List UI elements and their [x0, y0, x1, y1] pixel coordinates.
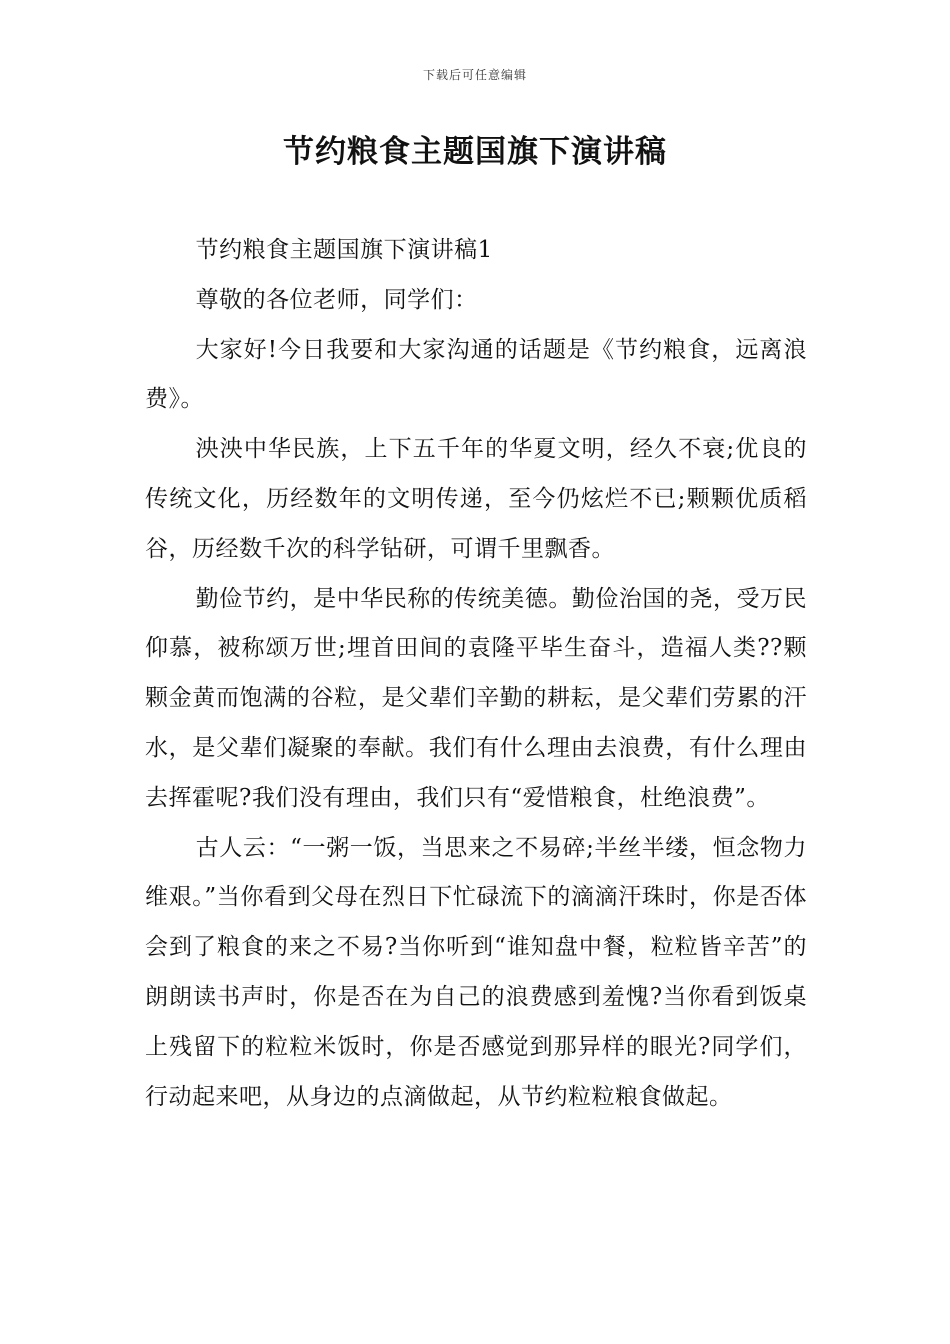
paragraph-subtitle: 节约粮食主题国旗下演讲稿1 [195, 237, 493, 263]
paragraph-civilization: 泱泱中华民族，上下五千年的华夏文明，经久不衰;优良的传统文化，历经数年的文明传递，至今仍炫烂不已;颗颗优质稻谷，历经数千次的科学钻研，可谓千里飘香。 [145, 436, 807, 562]
paragraph-virtue: 勤俭节约，是中华民称的传统美德。勤俭治国的尧，受万民仰慕，被称颂万世;埋首田间的袁隆平毕生奋斗，造福人类??颗颗金黄而饱满的谷粒，是父辈们辛勤的耕耘，是父辈们劳累的汗水，是父辈们凝聚的奉献。我们有什么理由去浪费，有什么理由去挥霍呢?我们没有理由，我们只有“爱惜粮食，杜绝浪费”。 [145, 585, 807, 811]
header-note: 下载后可任意编辑 [422, 68, 527, 82]
paragraph-intro: 大家好!今日我要和大家沟通的话题是《节约粮食，远离浪费》。 [145, 336, 807, 413]
paragraph-ancients: 古人云：“一粥一饭，当思来之不易碎;半丝半缕，恒念物力维艰。”当你看到父母在烈日下忙碌流下的滴滴汗珠时，你是否体会到了粮食的来之不易?当你听到“谁知盘中餐，粒粒皆辛苦”的朗朗读书声时，你是否在为自己的浪费感到羞愧?当你看到饭桌上残留下的粒粒米饭时，你是否感觉到那异样的眼光?同学们，行动起来吧，从身边的点滴做起，从节约粒粒粮食做起。 [145, 834, 807, 1110]
document-title: 节约粮食主题国旗下演讲稿 [283, 134, 667, 170]
document-body [145, 226, 807, 1122]
paragraph-greeting: 尊敬的各位老师，同学们： [195, 286, 478, 313]
